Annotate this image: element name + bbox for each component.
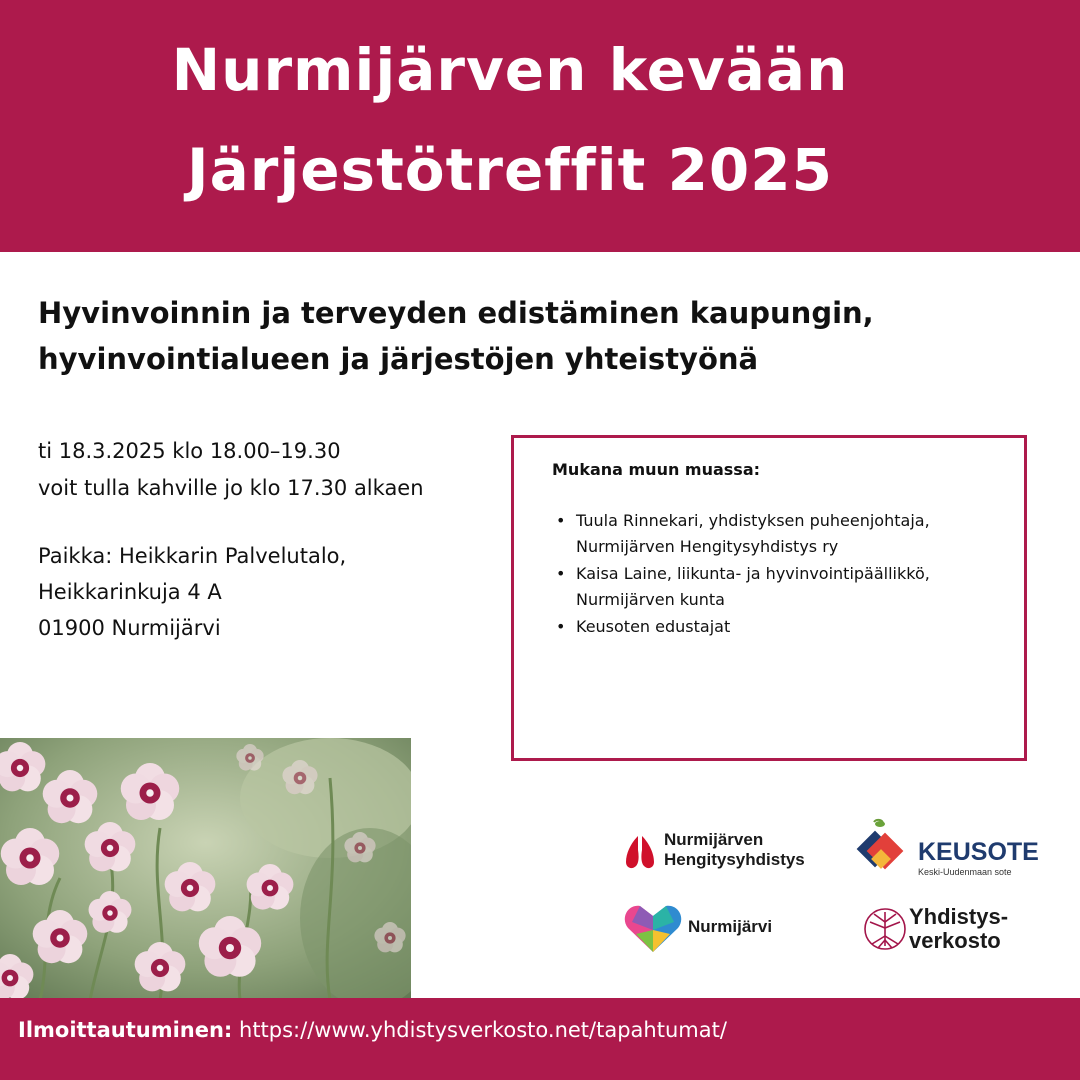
hengitys-line-2: Hengitysyhdistys (664, 850, 805, 869)
flower-photo (0, 738, 411, 1000)
speaker-item-line-2: Nurmijärven Hengitysyhdistys ry (576, 537, 839, 556)
speaker-item (552, 508, 1002, 560)
event-place: Paikka: Heikkarin Palvelutalo, (38, 544, 347, 568)
hengitys-line-1: Nurmijärven (664, 830, 764, 849)
speaker-item-line-1: Keusoten edustajat (576, 617, 731, 636)
subtitle (38, 290, 1038, 382)
lungs-icon (622, 830, 658, 874)
speakers-heading: Mukana muun muassa: (552, 460, 761, 479)
heart-icon (622, 900, 684, 956)
keusote-name: KEUSOTE (918, 838, 1039, 866)
speakers-box (511, 435, 1027, 761)
page-title-line-1: Nurmijärven kevään (171, 36, 849, 104)
title-banner (0, 0, 1080, 252)
speakers-list (552, 508, 1002, 641)
yhdistys-line-2: verkosto (909, 928, 1001, 953)
speaker-item-line-2: Nurmijärven kunta (576, 590, 725, 609)
nurmijarvi-logo (622, 900, 812, 956)
flower-photo-image (0, 738, 411, 1000)
speaker-item (552, 561, 1002, 613)
keusote-diamond-icon (852, 818, 916, 882)
yhdistys-line-1: Yhdistys- (909, 904, 1009, 929)
registration-footer (0, 998, 1080, 1080)
hengitysyhdistys-logo (622, 828, 832, 878)
nurmijarvi-name: Nurmijärvi (688, 917, 773, 936)
keusote-logo (852, 818, 1042, 882)
event-street: Heikkarinkuja 4 A (38, 580, 222, 604)
registration-link[interactable]: https://www.yhdistysverkosto.net/tapahtumat/ (232, 1018, 727, 1042)
yhdistysverkosto-logo (862, 904, 1052, 956)
speaker-item-line-1: Tuula Rinnekari, yhdistyksen puheenjohtaja, (576, 511, 930, 530)
keusote-tagline: Keski-Uudenmaan sote (918, 867, 1012, 877)
event-date-time: ti 18.3.2025 klo 18.00–19.30 (38, 439, 341, 463)
registration-text (18, 1018, 727, 1042)
page-title-line-2: Järjestötreffit 2025 (187, 136, 833, 204)
bullet-icon: • (556, 511, 566, 530)
speaker-item-line-1: Kaisa Laine, liikunta- ja hyvinvointipäällikkö, (576, 564, 930, 583)
subtitle-line-2: hyvinvointialueen ja järjestöjen yhteistyönä (38, 342, 759, 376)
bullet-icon: • (556, 564, 566, 583)
tree-roots-icon (862, 906, 908, 952)
speaker-item (552, 614, 1002, 640)
registration-label: Ilmoittautuminen: (18, 1018, 233, 1042)
event-postal: 01900 Nurmijärvi (38, 616, 221, 640)
event-coffee-note: voit tulla kahville jo klo 17.30 alkaen (38, 476, 424, 500)
bullet-icon: • (556, 617, 566, 636)
subtitle-line-1: Hyvinvoinnin ja terveyden edistäminen kaupungin, (38, 296, 874, 330)
